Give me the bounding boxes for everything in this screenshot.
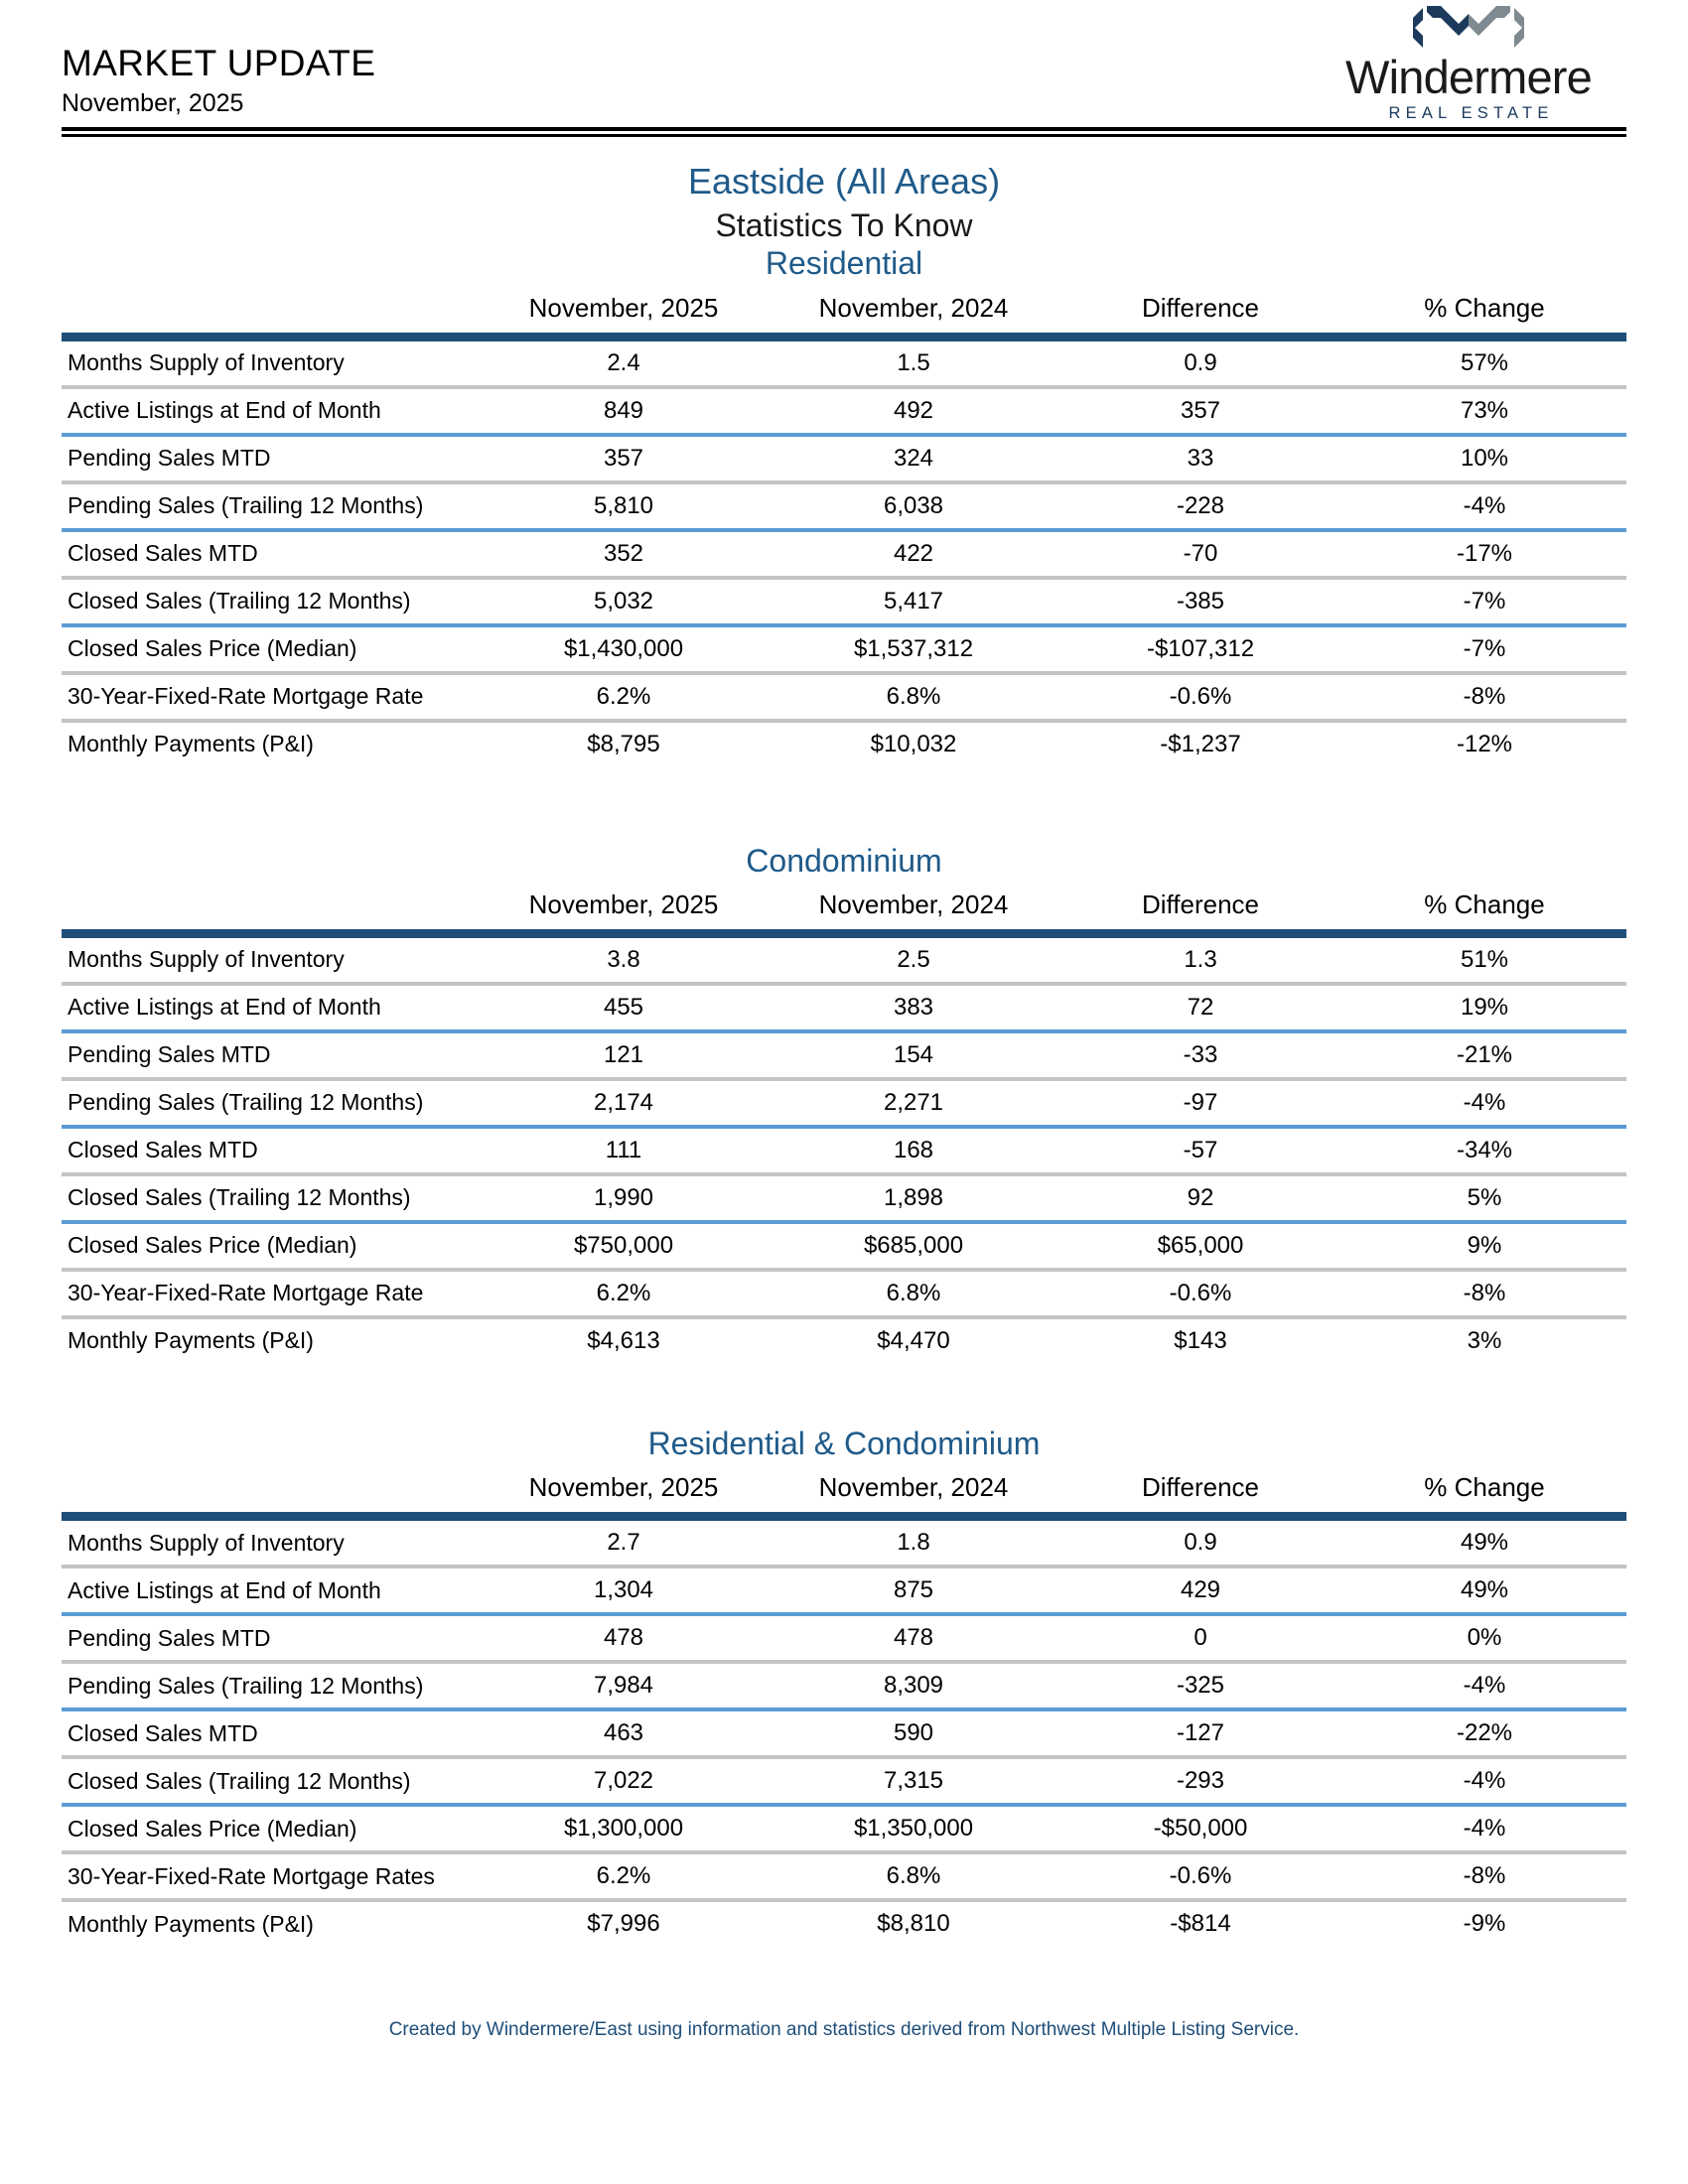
table-row xyxy=(62,1174,1626,1222)
col-header-difference: Difference xyxy=(1058,889,1342,934)
row-label: Closed Sales Price (Median) xyxy=(62,1805,479,1852)
cell-change: -4% xyxy=(1342,1662,1626,1709)
row-label: Closed Sales (Trailing 12 Months) xyxy=(62,578,479,625)
table-row xyxy=(62,387,1626,435)
cell-current: 121 xyxy=(479,1031,769,1079)
row-label: Monthly Payments (P&I) xyxy=(68,1327,314,1354)
cell-change: -21% xyxy=(1342,1031,1626,1079)
section-title-residential-condominium: Residential & Condominium xyxy=(647,1425,1041,1461)
table-row xyxy=(62,530,1626,578)
table-row xyxy=(62,1709,1626,1757)
cell-difference: -385 xyxy=(1058,578,1342,625)
cell-difference: 33 xyxy=(1058,435,1342,482)
cell-previous: $4,470 xyxy=(877,1326,950,1354)
col-header-change: % Change xyxy=(1342,293,1626,338)
cell-previous: 1.5 xyxy=(769,337,1058,387)
cell-previous: 422 xyxy=(769,530,1058,578)
row-label: Months Supply of Inventory xyxy=(62,1517,479,1568)
cell-current: 6.2% xyxy=(479,673,769,721)
windermere-w-mark-icon xyxy=(1411,4,1526,53)
cell-current: $1,300,000 xyxy=(479,1805,769,1852)
cell-current: 111 xyxy=(479,1127,769,1174)
section-spacer xyxy=(62,1363,1626,1425)
cell-difference: 0.9 xyxy=(1058,337,1342,387)
col-header-change: % Change xyxy=(1342,889,1626,934)
cell-difference: -$814 xyxy=(1170,1910,1231,1938)
table-row xyxy=(62,673,1626,721)
table-row xyxy=(62,435,1626,482)
cell-current: 463 xyxy=(479,1709,769,1757)
cell-difference: -127 xyxy=(1058,1709,1342,1757)
cell-current: 7,022 xyxy=(479,1757,769,1805)
cell-current: 1,990 xyxy=(479,1174,769,1222)
cell-current: 849 xyxy=(479,387,769,435)
table-row xyxy=(62,1662,1626,1709)
cell-change: -9% xyxy=(1463,1910,1506,1938)
cell-difference: 0 xyxy=(1058,1614,1342,1662)
row-label: 30-Year-Fixed-Rate Mortgage Rates xyxy=(62,1852,479,1900)
table-row xyxy=(62,578,1626,625)
cell-difference: -325 xyxy=(1058,1662,1342,1709)
cell-change: 5% xyxy=(1342,1174,1626,1222)
cell-change: -4% xyxy=(1342,1079,1626,1127)
cell-current: 5,032 xyxy=(479,578,769,625)
cell-previous: 590 xyxy=(769,1709,1058,1757)
cell-difference: 92 xyxy=(1058,1174,1342,1222)
cell-previous: $8,810 xyxy=(877,1910,950,1938)
cell-change: -34% xyxy=(1342,1127,1626,1174)
row-label: Pending Sales (Trailing 12 Months) xyxy=(62,482,479,530)
table-header-row xyxy=(62,1472,1626,1517)
row-label: Pending Sales MTD xyxy=(62,1031,479,1079)
cell-change: -4% xyxy=(1342,482,1626,530)
cell-previous: 5,417 xyxy=(769,578,1058,625)
col-header-metric xyxy=(62,293,479,338)
page-title: MARKET UPDATE xyxy=(62,42,376,83)
cell-previous: $685,000 xyxy=(769,1222,1058,1270)
table-row xyxy=(62,1031,1626,1079)
table-residential xyxy=(62,293,1626,766)
table-row xyxy=(62,1127,1626,1174)
cell-previous: 1,898 xyxy=(769,1174,1058,1222)
cell-current: $750,000 xyxy=(479,1222,769,1270)
cell-previous: 6.8% xyxy=(769,1270,1058,1317)
table-row xyxy=(62,1517,1626,1568)
header-divider xyxy=(62,127,1626,137)
cell-current: 1,304 xyxy=(479,1567,769,1614)
row-label: Active Listings at End of Month xyxy=(62,1567,479,1614)
cell-difference: -57 xyxy=(1058,1127,1342,1174)
row-label: Closed Sales Price (Median) xyxy=(62,1222,479,1270)
cell-current: 5,810 xyxy=(479,482,769,530)
row-label: Closed Sales (Trailing 12 Months) xyxy=(62,1174,479,1222)
cell-difference: -0.6% xyxy=(1058,1270,1342,1317)
row-label: Closed Sales Price (Median) xyxy=(62,625,479,673)
cell-previous: 6.8% xyxy=(769,1852,1058,1900)
cell-change: 73% xyxy=(1342,387,1626,435)
table-row xyxy=(62,1900,1626,1946)
cell-change: -4% xyxy=(1342,1757,1626,1805)
col-header-change: % Change xyxy=(1342,1472,1626,1517)
table-row xyxy=(62,1567,1626,1614)
cell-current: 2,174 xyxy=(479,1079,769,1127)
cell-difference: $65,000 xyxy=(1058,1222,1342,1270)
cell-previous: 154 xyxy=(769,1031,1058,1079)
table-row xyxy=(62,1614,1626,1662)
col-header-current: November, 2025 xyxy=(479,293,769,338)
footer-source-note: Created by Windermere/East using information and statistics derived from Northwest Multiple Listing Service. xyxy=(388,2019,1300,2041)
cell-previous: $1,350,000 xyxy=(769,1805,1058,1852)
cell-difference: -0.6% xyxy=(1058,673,1342,721)
cell-difference: -$1,237 xyxy=(1160,730,1241,757)
cell-current: 7,984 xyxy=(479,1662,769,1709)
cell-previous: 168 xyxy=(769,1127,1058,1174)
table-residential-condominium xyxy=(62,1472,1626,1946)
cell-difference: $143 xyxy=(1174,1326,1227,1354)
cell-change: -8% xyxy=(1342,1270,1626,1317)
table-row xyxy=(62,721,1626,766)
section-spacer xyxy=(62,766,1626,842)
table-row xyxy=(62,1222,1626,1270)
col-header-previous: November, 2024 xyxy=(769,889,1058,934)
cell-change: -8% xyxy=(1342,1852,1626,1900)
row-label: 30-Year-Fixed-Rate Mortgage Rate xyxy=(62,673,479,721)
table-row xyxy=(62,933,1626,984)
col-header-metric xyxy=(62,889,479,934)
cell-current: 3.8 xyxy=(479,933,769,984)
cell-previous: 492 xyxy=(769,387,1058,435)
row-label: Pending Sales MTD xyxy=(62,1614,479,1662)
row-label: Closed Sales MTD xyxy=(62,1709,479,1757)
cell-change: -4% xyxy=(1342,1805,1626,1852)
cell-change: 51% xyxy=(1342,933,1626,984)
cell-change: -12% xyxy=(1456,730,1513,757)
cell-current: $7,996 xyxy=(587,1910,660,1938)
row-label: Active Listings at End of Month xyxy=(62,984,479,1031)
table-row xyxy=(62,1079,1626,1127)
row-label: Monthly Payments (P&I) xyxy=(68,1910,314,1937)
table-row xyxy=(62,337,1626,387)
cell-change: 3% xyxy=(1467,1326,1502,1354)
row-label: Monthly Payments (P&I) xyxy=(68,731,314,757)
cell-previous: 383 xyxy=(769,984,1058,1031)
cell-change: 10% xyxy=(1342,435,1626,482)
table-condominium xyxy=(62,889,1626,1363)
cell-difference: -$50,000 xyxy=(1058,1805,1342,1852)
table-row xyxy=(62,1852,1626,1900)
cell-difference: 1.3 xyxy=(1058,933,1342,984)
cell-change: 49% xyxy=(1342,1517,1626,1568)
cell-previous: 324 xyxy=(769,435,1058,482)
cell-current: 352 xyxy=(479,530,769,578)
header-title-block xyxy=(62,42,376,121)
row-label: Months Supply of Inventory xyxy=(62,337,479,387)
cell-difference: -97 xyxy=(1058,1079,1342,1127)
cell-change: 9% xyxy=(1342,1222,1626,1270)
cell-previous: 2.5 xyxy=(769,933,1058,984)
cell-previous: 1.8 xyxy=(769,1517,1058,1568)
section-title-condominium: Condominium xyxy=(746,842,942,879)
row-label: Active Listings at End of Month xyxy=(62,387,479,435)
table-row xyxy=(62,1805,1626,1852)
cell-current: 2.4 xyxy=(479,337,769,387)
cell-change: 19% xyxy=(1342,984,1626,1031)
cell-previous: 478 xyxy=(769,1614,1058,1662)
cell-previous: 875 xyxy=(769,1567,1058,1614)
section-title-residential: Residential xyxy=(765,245,923,282)
cell-previous: 6,038 xyxy=(769,482,1058,530)
cell-current: 2.7 xyxy=(479,1517,769,1568)
row-label: Closed Sales MTD xyxy=(62,530,479,578)
table-row xyxy=(62,1757,1626,1805)
cell-current: $1,430,000 xyxy=(479,625,769,673)
table-row xyxy=(62,1270,1626,1317)
brand-wordmark: Windermere xyxy=(1345,50,1592,103)
col-header-metric xyxy=(62,1472,479,1517)
cell-current: 6.2% xyxy=(479,1852,769,1900)
cell-difference: -$107,312 xyxy=(1058,625,1342,673)
cell-difference: 0.9 xyxy=(1058,1517,1342,1568)
cell-change: -7% xyxy=(1342,625,1626,673)
cell-difference: 429 xyxy=(1058,1567,1342,1614)
row-label: 30-Year-Fixed-Rate Mortgage Rate xyxy=(62,1270,479,1317)
cell-difference: -293 xyxy=(1058,1757,1342,1805)
area-title: Eastside (All Areas) xyxy=(687,161,1001,202)
col-header-previous: November, 2024 xyxy=(769,1472,1058,1517)
cell-change: 57% xyxy=(1342,337,1626,387)
row-label: Pending Sales (Trailing 12 Months) xyxy=(62,1662,479,1709)
cell-current: 6.2% xyxy=(479,1270,769,1317)
cell-current: 478 xyxy=(479,1614,769,1662)
row-label: Pending Sales (Trailing 12 Months) xyxy=(62,1079,479,1127)
cell-change: -8% xyxy=(1342,673,1626,721)
header-divider-thin xyxy=(62,134,1626,137)
cell-current: $8,795 xyxy=(587,730,660,757)
cell-difference: 72 xyxy=(1058,984,1342,1031)
cell-previous: 8,309 xyxy=(769,1662,1058,1709)
col-header-current: November, 2025 xyxy=(479,889,769,934)
cell-previous: 7,315 xyxy=(769,1757,1058,1805)
cell-change: -17% xyxy=(1342,530,1626,578)
table-header-row xyxy=(62,293,1626,338)
cell-difference: 357 xyxy=(1058,387,1342,435)
row-label: Months Supply of Inventory xyxy=(62,933,479,984)
cell-change: -22% xyxy=(1342,1709,1626,1757)
cell-previous: $1,537,312 xyxy=(769,625,1058,673)
cell-difference: -0.6% xyxy=(1058,1852,1342,1900)
cell-difference: -228 xyxy=(1058,482,1342,530)
report-month: November, 2025 xyxy=(62,88,244,117)
table-row xyxy=(62,984,1626,1031)
cell-current: 357 xyxy=(479,435,769,482)
cell-previous: 2,271 xyxy=(769,1079,1058,1127)
table-row xyxy=(62,1317,1626,1363)
cell-difference: -33 xyxy=(1058,1031,1342,1079)
row-label: Closed Sales (Trailing 12 Months) xyxy=(62,1757,479,1805)
col-header-previous: November, 2024 xyxy=(769,293,1058,338)
col-header-current: November, 2025 xyxy=(479,1472,769,1517)
area-subtitle: Statistics To Know xyxy=(715,207,973,244)
brand-tagline: REAL ESTATE xyxy=(1388,103,1554,122)
col-header-difference: Difference xyxy=(1058,1472,1342,1517)
cell-change: 0% xyxy=(1342,1614,1626,1662)
cell-current: $4,613 xyxy=(587,1326,660,1354)
cell-previous: 6.8% xyxy=(769,673,1058,721)
table-header-row xyxy=(62,889,1626,934)
cell-current: 455 xyxy=(479,984,769,1031)
cell-previous: $10,032 xyxy=(870,730,957,757)
row-label: Closed Sales MTD xyxy=(62,1127,479,1174)
col-header-difference: Difference xyxy=(1058,293,1342,338)
table-row xyxy=(62,625,1626,673)
cell-change: 49% xyxy=(1342,1567,1626,1614)
brand-logo xyxy=(1345,4,1626,122)
table-row xyxy=(62,482,1626,530)
page-header xyxy=(62,0,1626,121)
row-label: Pending Sales MTD xyxy=(62,435,479,482)
cell-difference: -70 xyxy=(1058,530,1342,578)
cell-change: -7% xyxy=(1342,578,1626,625)
